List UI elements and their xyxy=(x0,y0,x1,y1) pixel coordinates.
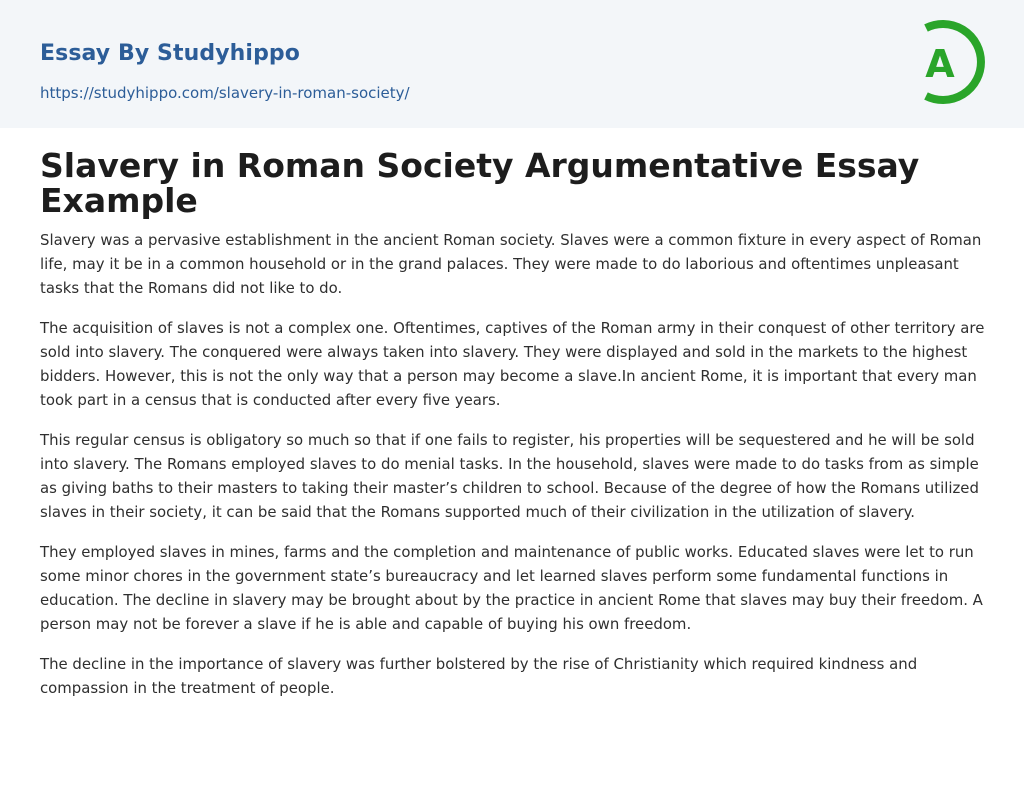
page-url-link[interactable]: https://studyhippo.com/slavery-in-roman-society/ xyxy=(40,84,410,102)
article-paragraph-3: This regular census is obligatory so much so that if one fails to register, his properties will be sequestered and he will be sold into slavery. The Romans employed slaves to do menial tasks. In the household, slaves were made to do tasks from as simple as giving baths to their masters to taking their master’s children to school. Because of the degree of how the Romans utilized slaves in their society, it can be said that the Romans supported much of their civilization in the utilization of slavery. xyxy=(40,431,979,521)
article-paragraph-1: Slavery was a pervasive establishment in the ancient Roman society. Slaves were a common fixture in every aspect of Roman life, may it be in a common household or in the grand palaces. They were made to do laborious and oftentimes unpleasant tasks that the Romans did not like to do. xyxy=(40,231,982,297)
article-paragraph-5: The decline in the importance of slavery was further bolstered by the rise of Christianity which required kindness and compassion in the treatment of people. xyxy=(40,655,918,697)
article-paragraph-4: They employed slaves in mines, farms and the completion and maintenance of public works. Educated slaves were let to run some minor chores in the government state’s bureaucracy and let learned slaves perform some fundamental functions in education. The decline in slavery may be brought about by the practice in ancient Rome that slaves may buy their freedom. A person may not be forever a slave if he is able and capable of buying his own freedom. xyxy=(40,543,983,633)
article-title: Slavery in Roman Society Argumentative Essay Example xyxy=(40,146,920,220)
studyhippo-logo-icon[interactable] xyxy=(910,18,990,106)
article-paragraph-2: The acquisition of slaves is not a complex one. Oftentimes, captives of the Roman army in their conquest of other territory are sold into slavery. The conquered were always taken into slavery. They were displayed and sold in the markets to the highest bidders. However, this is not the only way that a person may become a slave.In ancient Rome, it is important that every man took part in a census that is conducted after every five years. xyxy=(40,319,985,409)
article-content xyxy=(40,148,988,716)
site-header xyxy=(0,0,1024,128)
logo-letter: A xyxy=(925,42,955,86)
site-brand[interactable]: Essay By Studyhippo xyxy=(40,41,300,66)
